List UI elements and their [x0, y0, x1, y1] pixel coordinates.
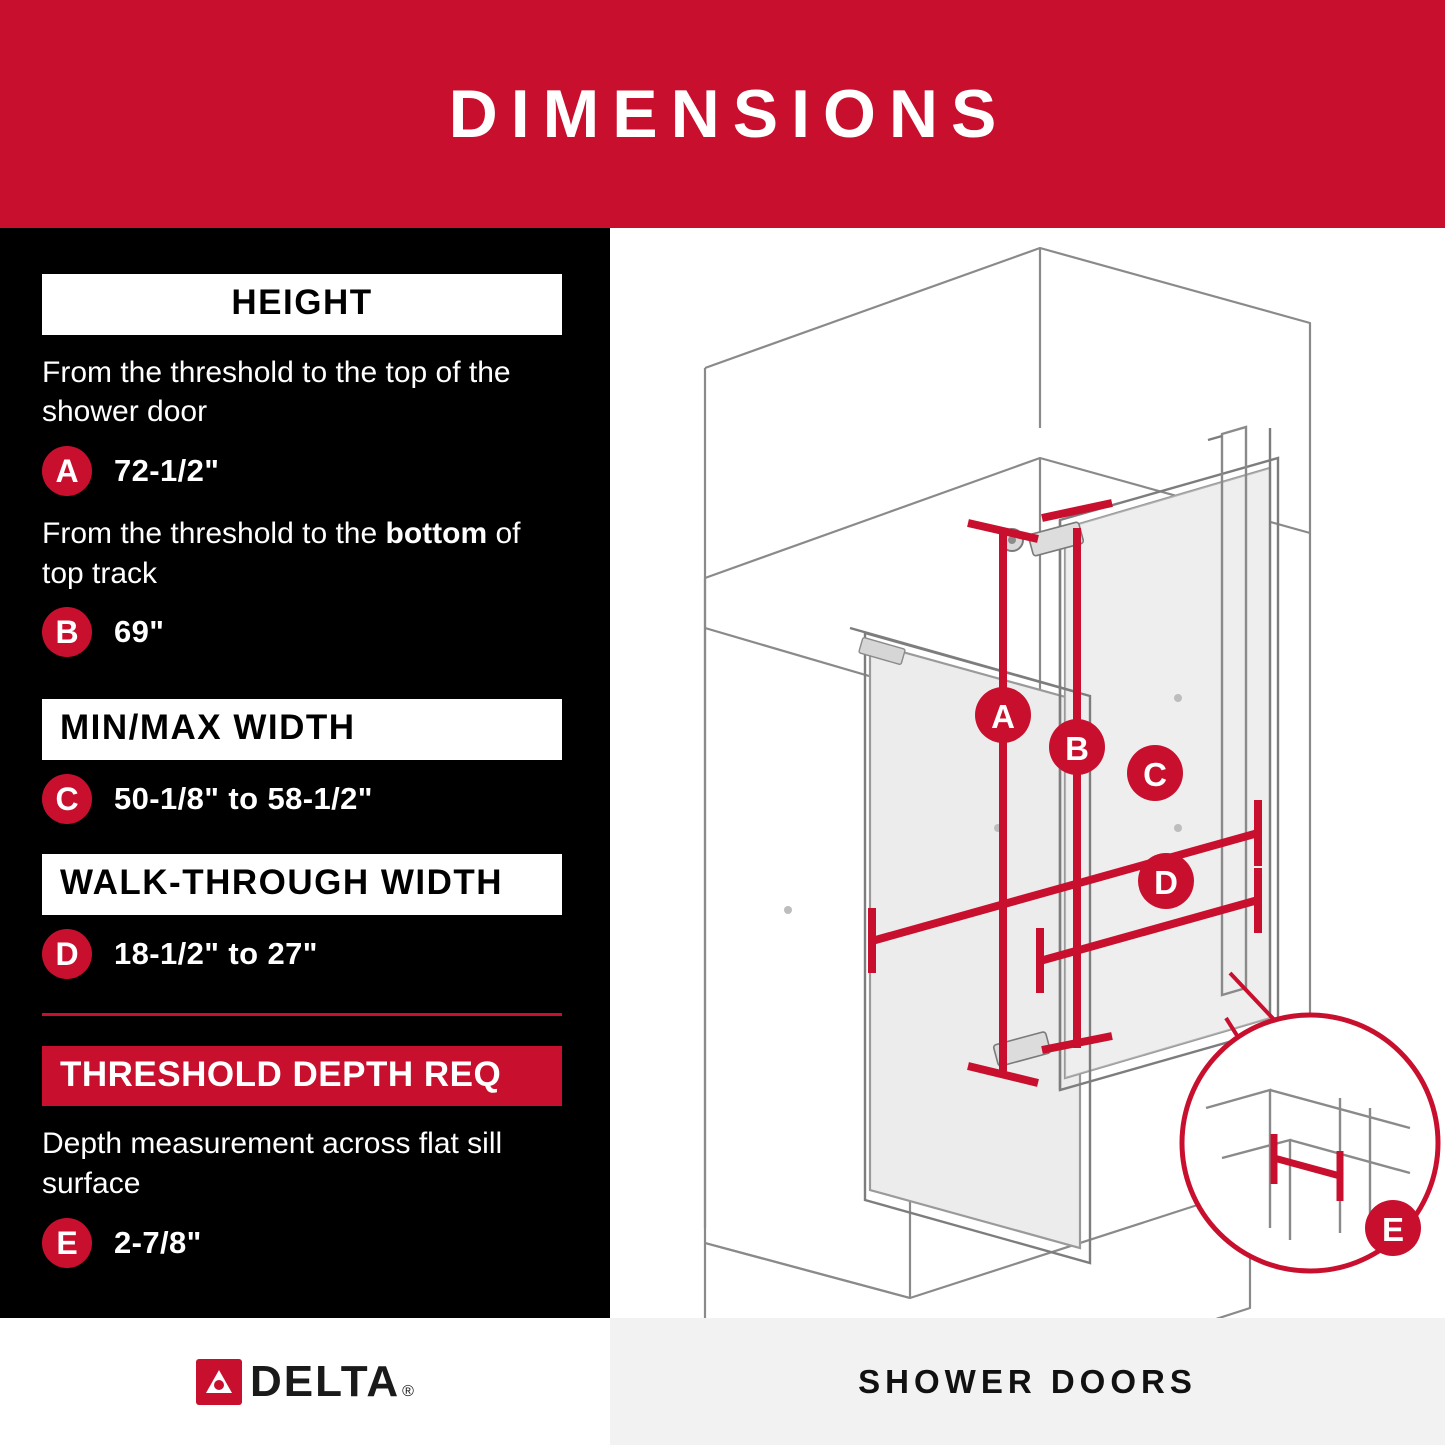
badge-a: A — [42, 446, 92, 496]
section-heading-walkthrough-width: WALK-THROUGH WIDTH — [42, 854, 562, 915]
measure-value-a: 72-1/2" — [114, 452, 220, 488]
shower-door-illustration-svg — [610, 228, 1445, 1318]
measure-row-a — [42, 446, 568, 496]
section-divider — [42, 1013, 562, 1016]
measure-row-e — [42, 1218, 568, 1268]
category-footer — [610, 1318, 1445, 1445]
spacer-2 — [42, 824, 568, 854]
desc-b-post: of top track — [42, 516, 521, 590]
measure-row-c — [42, 774, 568, 824]
delta-triangle-logo-icon — [196, 1359, 242, 1405]
callout-b-label: B — [1065, 730, 1089, 767]
page-title: DIMENSIONS — [448, 76, 1010, 152]
measure-value-e: 2-7/8" — [114, 1224, 202, 1260]
desc-b-bold: bottom — [385, 516, 488, 550]
brand-name: DELTA — [250, 1356, 401, 1406]
height-description-a: From the threshold to the top of the shower door — [42, 355, 511, 429]
callout-d-label: D — [1154, 864, 1178, 901]
measure-row-d — [42, 929, 568, 979]
measure-row-b — [42, 607, 568, 657]
section-heading-minmax-width: MIN/MAX WIDTH — [42, 699, 562, 760]
brand-footer — [0, 1318, 610, 1445]
badge-b: B — [42, 607, 92, 657]
specs-panel — [0, 228, 610, 1318]
badge-d: D — [42, 929, 92, 979]
callout-a-label: A — [991, 698, 1015, 735]
spacer-1 — [42, 657, 568, 699]
category-label: SHOWER DOORS — [858, 1362, 1197, 1400]
header-banner — [0, 0, 1445, 228]
delta-logo — [196, 1356, 414, 1406]
badge-c: C — [42, 774, 92, 824]
registered-mark: ® — [402, 1382, 414, 1400]
callout-e-label: E — [1381, 1211, 1405, 1248]
threshold-description: Depth measurement across flat sill surface — [42, 1127, 503, 1200]
shower-door-diagram — [610, 228, 1445, 1318]
section-heading-height: HEIGHT — [42, 274, 562, 335]
section-heading-threshold-depth: THRESHOLD DEPTH REQ — [42, 1046, 562, 1107]
callout-c-label: C — [1143, 756, 1167, 793]
badge-e: E — [42, 1218, 92, 1268]
triangle-shape — [206, 1370, 232, 1393]
measure-value-d: 18-1/2" to 27" — [114, 935, 318, 971]
desc-b-pre: From the threshold to the — [42, 516, 386, 550]
measure-value-b: 69" — [114, 614, 165, 650]
measure-value-c: 50-1/8" to 58-1/2" — [114, 780, 373, 816]
height-description-b — [42, 514, 562, 593]
